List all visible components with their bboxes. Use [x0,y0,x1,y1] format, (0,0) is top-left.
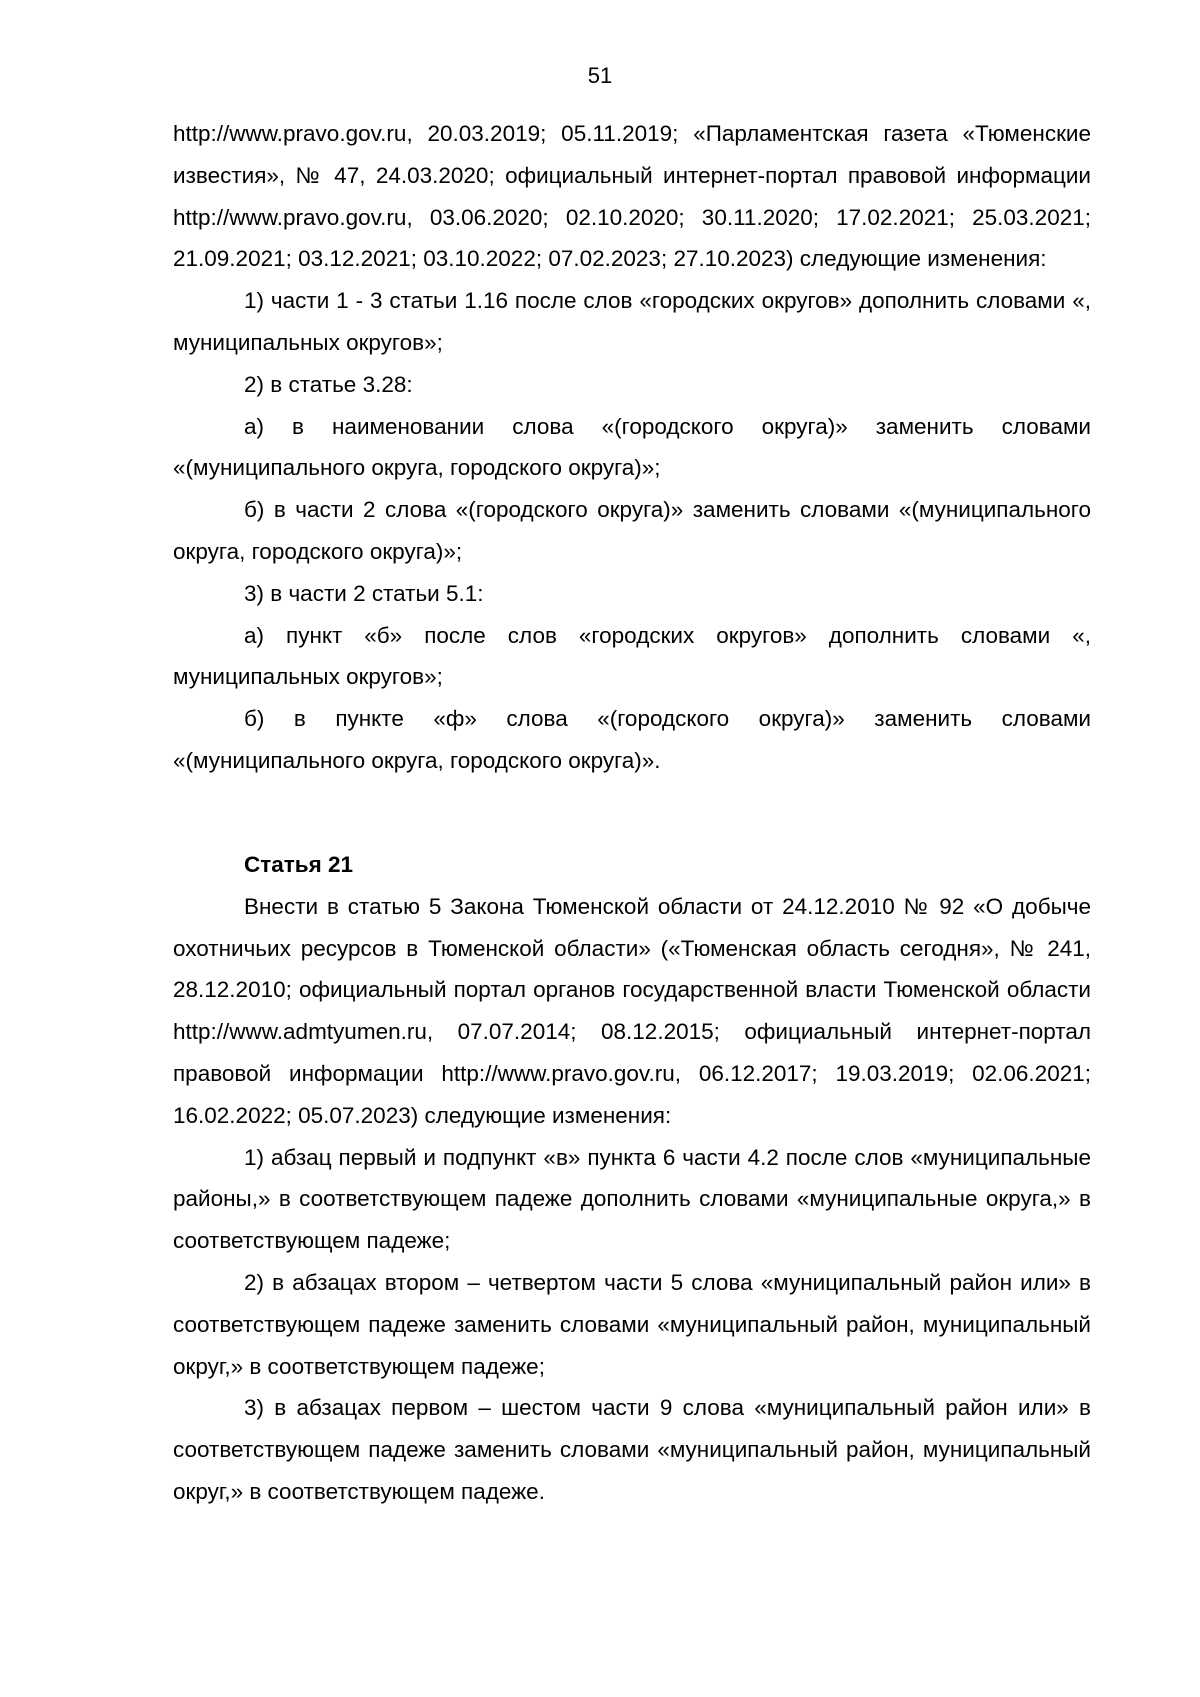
list-item-2a: а) в наименовании слова «(городского округа)» заменить словами «(муниципального округа, городского округа)»; [173,413,1091,481]
list-item-3a: а) пункт «б» после слов «городских округов» дополнить словами «, муниципальных округов»; [173,622,1091,690]
article-intro-paragraph: Внести в статью 5 Закона Тюменской области от 24.12.2010 № 92 «О добыче охотничьих ресурсов в Тюменской области» («Тюменская область сегодня», № 241, 28.12.2010; официальный портал органов государственной власти Тюменской области http://www.admtyumen.ru, 07.07.2014; 08.12.2015; официальный интернет-портал правовой информации http://www.pravo.gov.ru, 06.12.2017; 19.03.2019; 02.06.2021; 16.02.2022; 05.07.2023) следующие изменения: [173,893,1091,1128]
list-item-2b: б) в части 2 слова «(городского округа)» заменить словами «(муниципального округа, городского округа)»; [173,497,1091,564]
paragraph-continuation: http://www.pravo.gov.ru, 20.03.2019; 05.11.2019; «Парламентская газета «Тюменские известия», № 47, 24.03.2020; официальный интернет-портал правовой информации http://www.pravo.gov.ru, 03.06.2020; 02.10.2020; 30.11.2020; 17.02.2021; 25.03.2021; 21.09.2021; 03.12.2021; 03.10.2022; 07.02.2023; 27.10.2023) следующие изменения: [173,121,1091,272]
page-number: 51 [587,63,613,88]
section-gap [173,782,1091,844]
list-item-3: 3) в части 2 статьи 5.1: [244,580,484,606]
list-item-3b: б) в пункте «ф» слова «(городского округа)» заменить словами «(муниципального округа, городского округа)». [173,706,1091,773]
article-heading: Статья 21 [244,851,354,877]
list-item-2: 2) в статье 3.28: [244,371,413,397]
article-item-2: 2) в абзацах втором – четвертом части 5 слова «муниципальный район или» в соответствующем падеже заменить словами «муниципальный район, муниципальный округ,» в соответствующем падеже; [173,1269,1091,1379]
article-item-1: 1) абзац первый и подпункт «в» пункта 6 части 4.2 после слов «муниципальные районы,» в соответствующем падеже дополнить словами «муниципальные округа,» в соответствующем падеже; [173,1144,1091,1254]
list-item-1: 1) части 1 - 3 статьи 1.16 после слов «городских округов» дополнить словами «, муниципальных округов»; [173,288,1091,355]
article-item-3: 3) в абзацах первом – шестом части 9 слова «муниципальный район или» в соответствующем падеже заменить словами «муниципальный район, муниципальный округ,» в соответствующем падеже. [173,1395,1091,1504]
document-body [173,113,1091,1513]
